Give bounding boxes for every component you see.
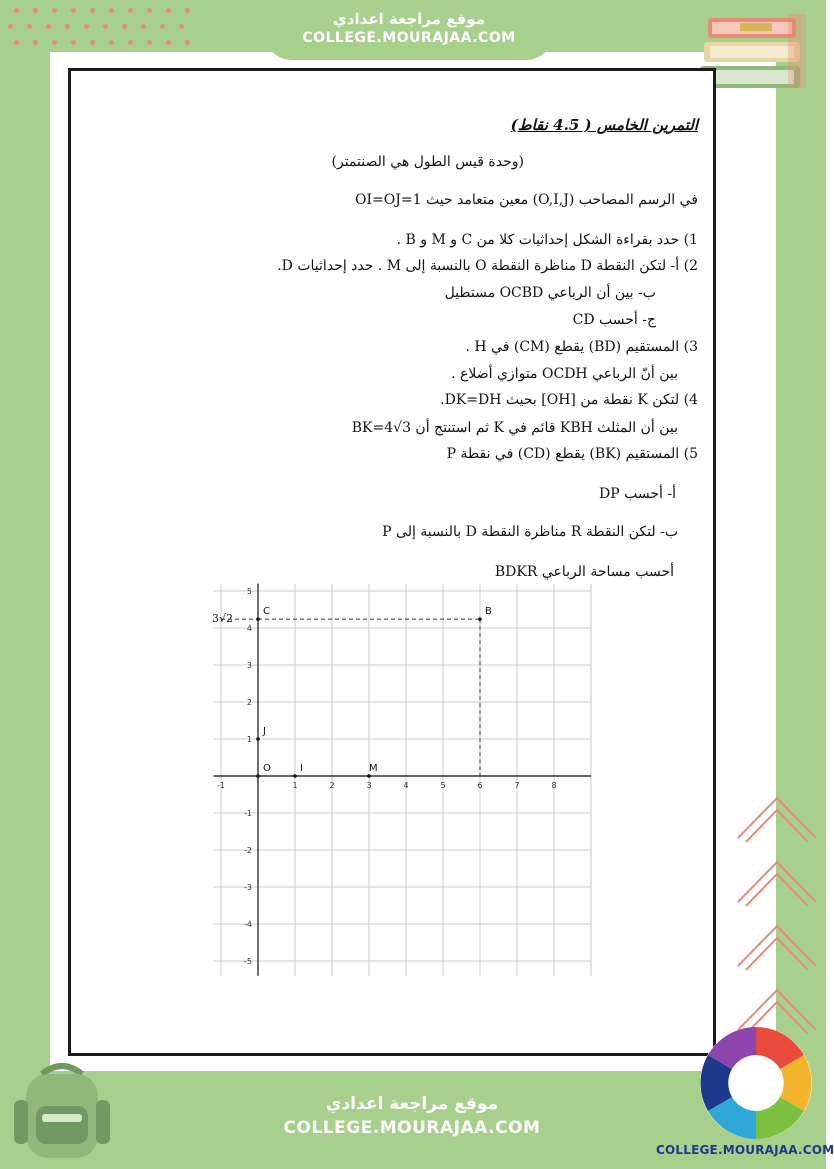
y-tick-label: 5 [246,587,252,596]
question-line: 5) المستقيم (BK) يقطع (CD) في نقطة P [446,446,698,462]
question-line: أحسب مساحة الرباعي BDKR [494,564,674,580]
site-url-footer[interactable]: COLLEGE.MOURAJAA.COM [283,1118,541,1138]
y-tick-label: -2 [244,846,252,855]
site-footer-badge[interactable] [262,1072,562,1162]
x-tick-label: 2 [329,781,335,790]
decor-dot [52,8,57,13]
decor-dot [65,24,70,29]
question-line: 2) أ- لتكن النقطة D مناظرة النقطة O بالنسبة إلى M . حدد إحداثيات D. [277,258,698,274]
grid-svg [210,587,600,968]
y-tick-label: 4 [246,624,252,633]
point-label: J [263,726,266,737]
y-tick-label: -4 [244,920,252,929]
point-label: M [369,763,378,774]
decor-dot [52,40,57,45]
decor-dot [109,8,114,13]
decor-dot [8,24,13,29]
decor-dot [147,8,152,13]
y-tick-label: 3 [246,661,252,670]
point-marker [256,737,260,741]
decor-dot [27,24,32,29]
point-marker [256,617,260,621]
decor-dot [14,8,19,13]
question-line: 1) حدد بقراءة الشكل إحداثيات كلا من C و M و B . [396,232,698,248]
backpack-icon [12,1060,112,1162]
decor-dot [33,40,38,45]
question-line: بين أنّ الرباعي OCDH متوازي أضلاع . [451,366,678,382]
decor-dot [185,8,190,13]
x-tick-label: 5 [440,781,446,790]
x-tick-label: -1 [217,781,225,790]
question-line: ب- لتكن النقطة R مناظرة النقطة D بالنسبة إلى P [382,524,678,540]
point-marker [256,774,260,778]
decor-dot [128,8,133,13]
y-annotation: 3√2 [212,612,234,626]
logo-wheel-icon [694,1024,818,1142]
y-tick-label: -3 [244,883,252,892]
y-tick-label: 1 [246,735,252,744]
site-url[interactable]: COLLEGE.MOURAJAA.COM [302,30,516,46]
chevron-stack-icon [734,790,820,1050]
point-marker [367,774,371,778]
decor-dot [84,24,89,29]
intro-line: في الرسم المصاحب (O,I,J) معين متعامد حيث OI=OJ=1 [355,192,698,208]
decor-dot [166,40,171,45]
decor-dot [141,24,146,29]
decor-dot [33,8,38,13]
site-header-badge[interactable] [264,0,554,60]
decor-dots [8,8,208,52]
question-line: 4) لتكن K نقطة من [OH] بحيث DK=DH. [440,392,698,408]
decor-dot [46,24,51,29]
x-tick-label: 3 [366,781,372,790]
logo-url[interactable]: COLLEGE.MOURAJAA.COM [656,1143,834,1157]
decor-dot [90,8,95,13]
question-line: أ- أحسب DP [599,486,676,502]
point-label: C [263,606,270,618]
point-label: B [485,606,492,618]
question-line: 3) المستقيم (BD) يقطع (CM) في H . [465,339,698,355]
y-tick-label: -5 [244,957,252,966]
x-tick-label: 4 [403,781,409,790]
decor-dot [109,40,114,45]
decor-dot [14,40,19,45]
decor-dot [122,24,127,29]
decor-dot [160,24,165,29]
point-label: I [300,763,303,774]
x-tick-label: 6 [477,781,483,790]
y-tick-label: -1 [244,809,252,818]
site-name: موقع مراجعة اعدادي [333,10,485,28]
point-label: O [263,763,271,774]
decor-dot [128,40,133,45]
decor-dot [147,40,152,45]
decor-dot [103,24,108,29]
y-tick-label: 2 [246,698,252,707]
decor-dot [90,40,95,45]
x-tick-label: 7 [514,781,520,790]
decor-dot [71,40,76,45]
point-marker [478,617,482,621]
point-marker [293,774,297,778]
decor-dot [179,24,184,29]
decor-dot [71,8,76,13]
decor-dot [185,40,190,45]
books-icon [700,12,812,96]
coordinate-grid [210,587,600,972]
question-line: ج- أحسب CD [572,312,656,328]
unit-note: (وحدة قيس الطول هي الصنتمتر) [331,154,524,170]
frame-left [0,0,50,1169]
question-line: ب- بين أن الرباعي OCBD مستطيل [444,285,656,301]
x-tick-label: 8 [551,781,557,790]
exercise-title: التمرين الخامس ( 4.5 نقاط) [510,116,698,134]
x-tick-label: 1 [292,781,298,790]
question-line: بين أن المثلث KBH قائم في K ثم استنتج أن BK=4√3 [351,420,678,436]
decor-dot [166,8,171,13]
site-name-footer: موقع مراجعة اعدادي [325,1094,499,1114]
